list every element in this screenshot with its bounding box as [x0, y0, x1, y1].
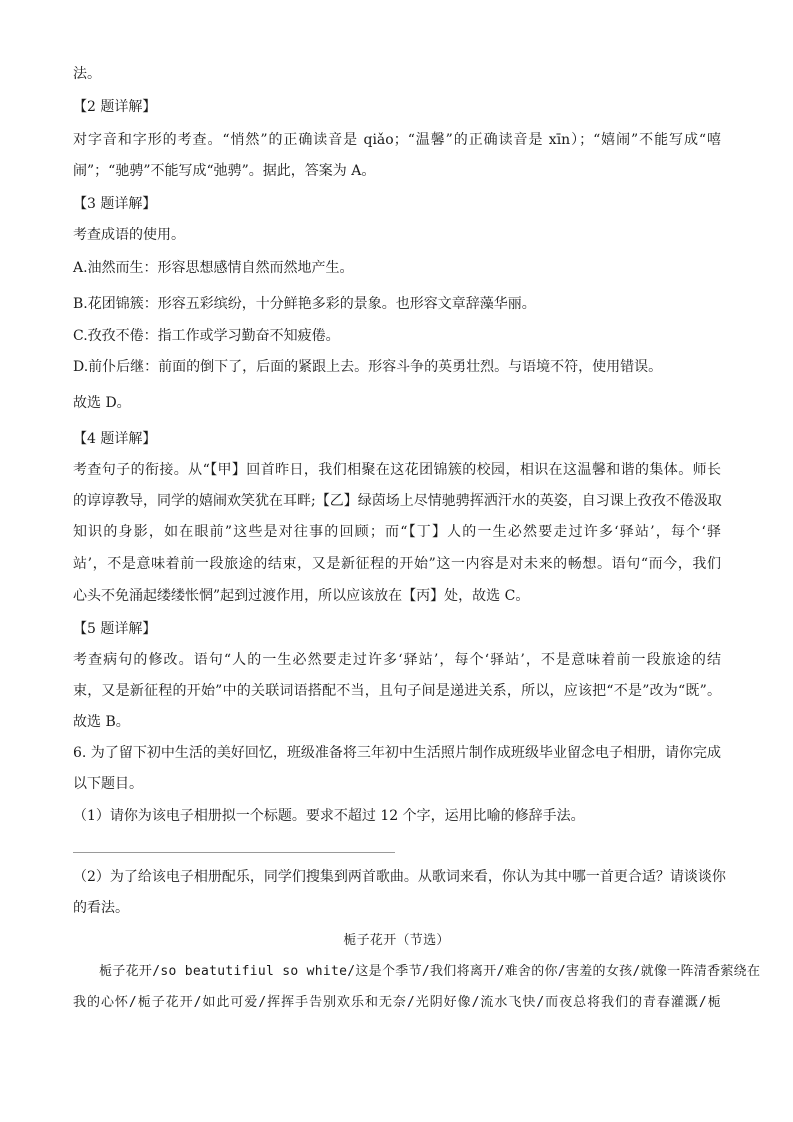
- text-line: 法。: [73, 66, 101, 82]
- question-line: 以下题目。: [73, 776, 143, 792]
- question-line: 6. 为了留下初中生活的美好回忆，班级准备将三年初中生活照片制作成班级毕业留念电子相册，请你完成: [73, 745, 721, 761]
- answer-line: [73, 852, 395, 853]
- lyrics-line: 我的心怀/栀子花开/如此可爱/挥挥手告别欢乐和无奈/光阴好像/流水飞快/而夜总将我们的青春灌溉/栀: [73, 995, 721, 1010]
- text-line: 对字音和字形的考查。“悄然”的正确读音是 qiǎo；“温馨”的正确读音是 xīn）；“嬉闹”不能写成“嘻: [73, 132, 721, 148]
- text-line: 故选 D。: [73, 395, 131, 411]
- question-line: 的看法。: [73, 900, 129, 916]
- section-heading: 【4 题详解】: [73, 431, 157, 447]
- text-line: 闹”；“驰骋”不能写成“弛骋”。据此，答案为 A。: [73, 163, 376, 179]
- text-line: C.孜孜不倦：指工作或学习勤奋不知疲倦。: [73, 328, 340, 344]
- text-line: 的谆谆教导，同学的嬉闹欢笑犹在耳畔;【乙】绿茵场上尽情驰骋挥洒汗水的英姿，自习课上孜孜不倦汲取: [73, 493, 722, 509]
- section-heading: 【2 题详解】: [73, 99, 157, 115]
- text-line: B.花团锦簇：形容五彩缤纷，十分鲜艳多彩的景象。也形容文章辞藻华丽。: [73, 296, 536, 312]
- text-line: 考查成语的使用。: [73, 227, 185, 243]
- song-title: 栀子花开（节选）: [343, 933, 450, 948]
- text-line: 知识的身影，如在眼前”这些是对往事的回顾；而“【丁】人的一生必然要走过许多‘驿站’，每个‘驿: [73, 524, 721, 540]
- text-line: D.前仆后继：前面的倒下了，后面的紧跟上去。形容斗争的英勇壮烈。与语境不符，使用错误。: [73, 359, 663, 375]
- text-line: A.油然而生：形容思想感情自然而然地产生。: [73, 260, 354, 276]
- text-line: 心头不免涌起缕缕怅惘”起到过渡作用，所以应该放在【丙】处，故选 C。: [73, 588, 530, 604]
- text-line: 考查病句的修改。语句“人的一生必然要走过许多‘驿站’，每个‘驿站’，不是意味着前一段旅途的结: [73, 652, 721, 668]
- text-line: 故选 B。: [73, 714, 130, 730]
- section-heading: 【5 题详解】: [73, 621, 157, 637]
- question-line: （1）请你为该电子相册拟一个标题。要求不超过 12 个字，运用比喻的修辞手法。: [73, 808, 585, 824]
- lyrics-line: 栀子花开/so beatutifiul so white/这是个季节/我们将离开/难舍的你/害羞的女孩/就像一阵清香萦绕在: [99, 964, 761, 979]
- text-line: 束，又是新征程的开始”中的关联词语搭配不当，且句子间是递进关系，所以，应该把“不是”改为“既”。: [73, 683, 721, 699]
- question-line: （2）为了给该电子相册配乐，同学们搜集到两首歌曲。从歌词来看，你认为其中哪一首更合适？请谈谈你: [73, 869, 726, 885]
- section-heading: 【3 题详解】: [73, 196, 157, 212]
- text-line: 考查句子的衔接。从“【甲】回首昨日，我们相聚在这花团锦簇的校园，相识在这温馨和谐的集体。师长: [73, 462, 721, 478]
- text-line: 站’，不是意味着前一段旅途的结束，又是新征程的开始”这一内容是对未来的畅想。语句“而今，我们: [73, 556, 721, 572]
